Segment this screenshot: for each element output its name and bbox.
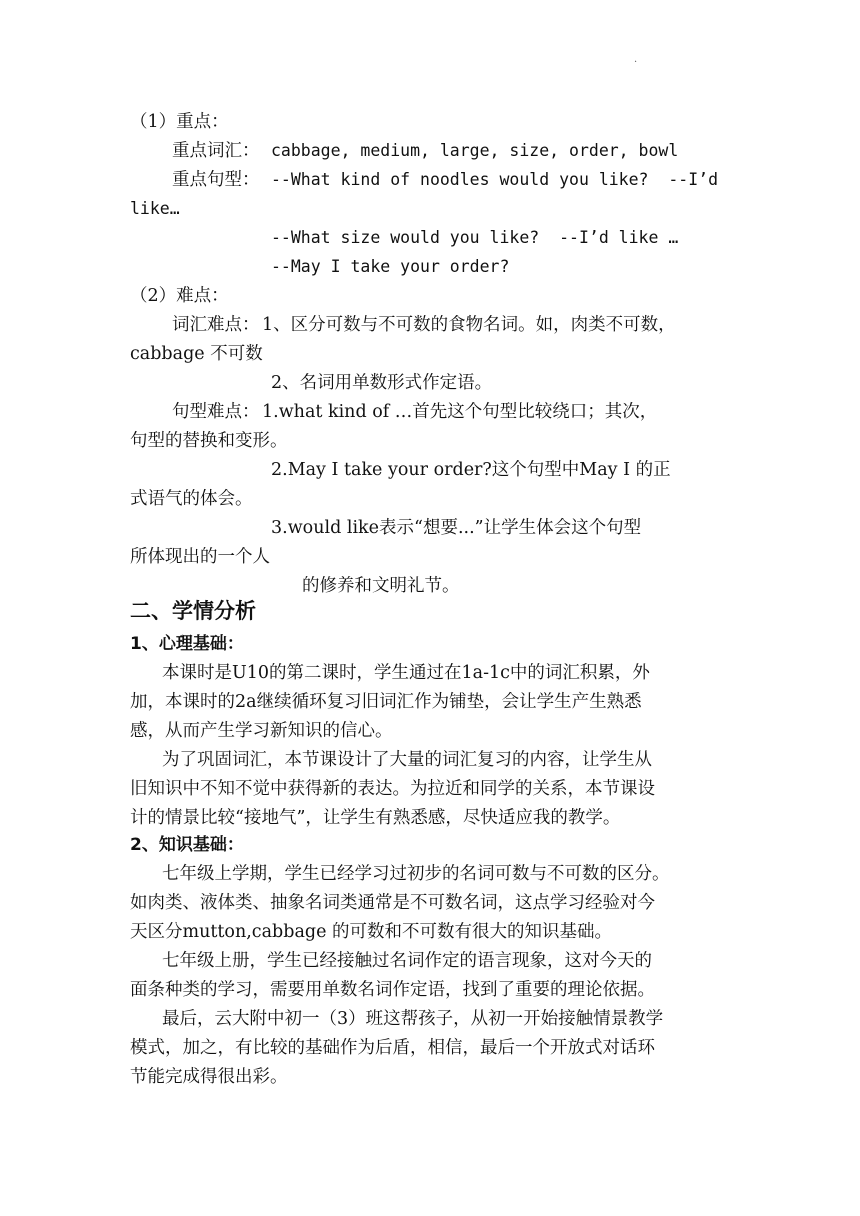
paragraph-line: 如肉类、液体类、抽象名词类通常是不可数名词，这点学习经验对今 (130, 893, 655, 913)
paragraph-line: 节能完成得很出彩。 (130, 1067, 288, 1087)
section-title: 二、学情分析 (130, 599, 256, 623)
difficult-sentence-3-cont: 所体现出的一个人 (130, 547, 270, 567)
difficult-sentence-1-cont: 句型的替换和变形。 (130, 431, 288, 451)
difficult-vocab-2: 2、名词用单数形式作定语。 (271, 373, 493, 393)
paragraph-line: 感，从而产生学习新知识的信心。 (130, 721, 393, 741)
key-sentence-3: --May I take your order? (271, 257, 510, 276)
paragraph-line: 七年级上学期，学生已经学习过初步的名词可数与不可数的区分。 (162, 864, 670, 884)
difficult-sentence-3: 3.would like表示“想要...”让学生体会这个句型 (271, 518, 642, 538)
key-sentence-1: --What kind of noodles would you like? --I’d (271, 170, 719, 189)
key-sentence-2: --What size would you like? --I’d like … (271, 228, 679, 247)
paragraph-line: 模式，加之，有比较的基础作为后盾，相信，最后一个开放式对话环 (130, 1038, 655, 1058)
key-points-heading: （1）重点： (130, 112, 229, 132)
difficult-sentence-2-cont: 式语气的体会。 (130, 489, 253, 509)
difficult-sentence-2: 2.May I take your order?这个句型中May I 的正 (271, 460, 671, 480)
page-dot: · (634, 57, 638, 68)
difficult-sentence-label: 句型难点： (172, 402, 260, 422)
key-sentence-1-cont: like… (130, 199, 180, 218)
paragraph-line: 天区分mutton,cabbage 的可数和不可数有很大的知识基础。 (130, 922, 612, 942)
paragraph-line: 计的情景比较“接地气”，让学生有熟悉感，尽快适应我的教学。 (130, 808, 621, 828)
paragraph-line: 为了巩固词汇，本节课设计了大量的词汇复习的内容，让学生从 (162, 750, 652, 770)
difficult-sentence-1: 1.what kind of …首先这个句型比较绕口；其次， (262, 402, 658, 422)
paragraph-line: 面条种类的学习，需要用单数名词作定语，找到了重要的理论依据。 (130, 980, 655, 1000)
key-vocab-label: 重点词汇： (172, 141, 260, 161)
paragraph-line: 七年级上册，学生已经接触过名词作定的语言现象，这对今天的 (162, 951, 652, 971)
paragraph-line: 加，本课时的2a继续循环复习旧词汇作为铺垫，会让学生产生熟悉 (130, 692, 642, 712)
subsection-1-title: 1、心理基础： (130, 634, 244, 654)
paragraph-line: 最后，云大附中初一（3）班这帮孩子，从初一开始接触情景教学 (162, 1009, 664, 1029)
difficult-points-heading: （2）难点： (130, 286, 229, 306)
difficult-vocab-1: 1、区分可数与不可数的食物名词。如，肉类不可数， (262, 315, 676, 335)
key-vocab-text: cabbage, medium, large, size, order, bowl (271, 141, 679, 160)
difficult-vocab-1-cont: cabbage 不可数 (130, 344, 263, 364)
difficult-sentence-3-end: 的修养和文明礼节。 (302, 576, 460, 596)
difficult-vocab-label: 词汇难点： (172, 315, 260, 335)
subsection-2-title: 2、知识基础： (130, 835, 244, 855)
paragraph-line: 本课时是U10的第二课时，学生通过在1a-1c中的词汇积累，外 (162, 663, 650, 683)
paragraph-line: 旧知识中不知不觉中获得新的表达。为拉近和同学的关系，本节课设 (130, 779, 655, 799)
key-sentence-label: 重点句型： (172, 170, 260, 190)
